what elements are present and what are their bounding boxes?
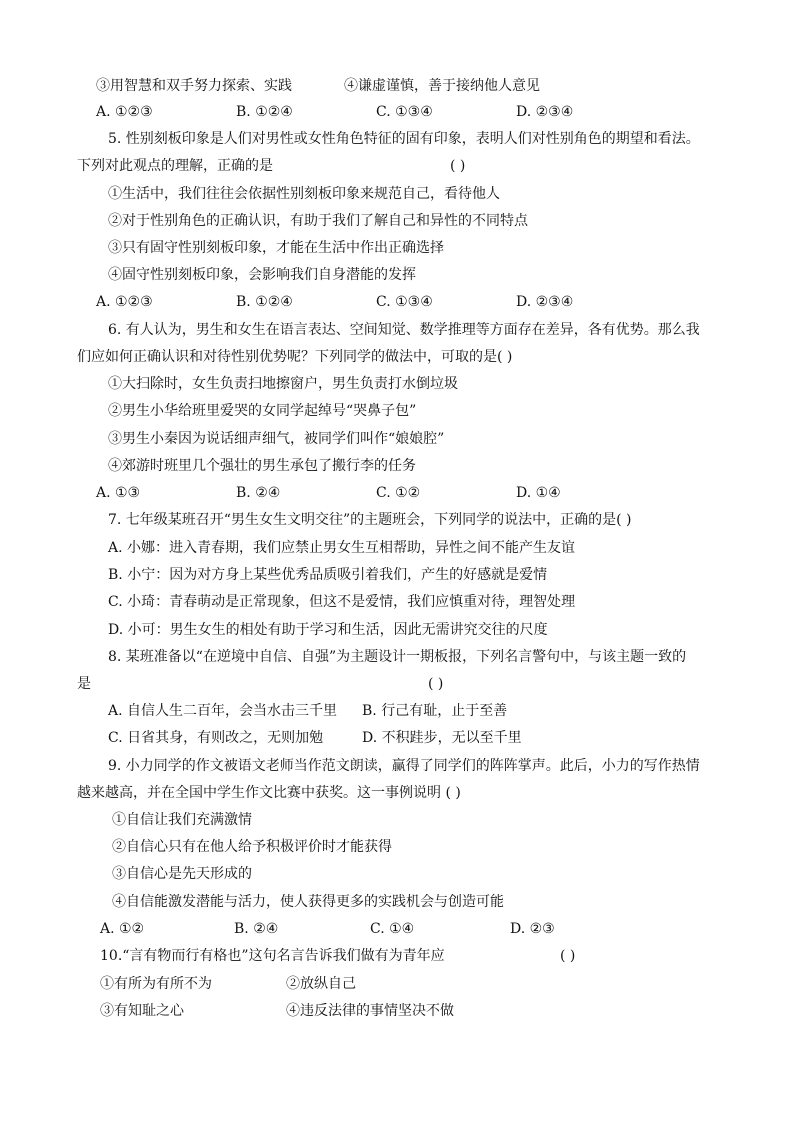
q8-option-d: D. 不积跬步，无以至千里 (362, 730, 522, 746)
q9-item-2: ②自信心只有在他人给予积极评价时才能获得 (112, 839, 392, 855)
q9-stem-line2: 越来越高，并在全国中学生作文比赛中获奖。这一事例说明 ( ) (77, 785, 461, 801)
q8-answer-paren: ( ) (428, 676, 444, 692)
q10-item-3: ③有知耻之心 (100, 1003, 184, 1019)
q4-option-a: A. ①②③ (96, 104, 153, 120)
q5-option-a: A. ①②③ (96, 294, 153, 310)
q6-item-1: ①大扫除时，女生负责扫地擦窗户，男生负责打水倒垃圾 (108, 376, 458, 392)
q4-option-d: D. ②③④ (516, 104, 574, 120)
q5-option-c: C. ①③④ (376, 294, 433, 310)
q6-option-d: D. ①④ (516, 485, 561, 501)
q6-option-c: C. ①② (376, 485, 421, 501)
q9-option-c: C. ①④ (370, 921, 415, 937)
q8-option-c: C. 日省其身，有则改之，无则加勉 (108, 730, 324, 746)
q6-option-a: A. ①③ (96, 485, 141, 501)
q7-option-b: B. 小宁：因为对方身上某些优秀品质吸引着我们，产生的好感就是爱情 (108, 567, 548, 583)
q4-item-3: ③用智慧和双手努力探索、实践 (96, 78, 292, 94)
q5-answer-paren: ( ) (450, 158, 466, 174)
q7-stem: 7. 七年级某班召开“男生女生文明交往”的主题班会，下列同学的说法中，正确的是( ) (108, 512, 632, 528)
q9-item-3: ③自信心是先天形成的 (112, 866, 252, 882)
q10-item-1: ①有所为有所不为 (100, 976, 212, 992)
q10-item-2: ②放纵自己 (286, 976, 356, 992)
q8-stem-line2: 是 (77, 676, 91, 692)
q9-stem-line1: 9. 小力同学的作文被语文老师当作范文朗读，赢得了同学们的阵阵掌声。此后，小力的写作热情 (108, 758, 700, 774)
q7-option-d: D. 小可：男生女生的相处有助于学习和生活，因此无需讲究交往的尺度 (108, 622, 548, 638)
q7-option-c: C. 小琦：青春萌动是正常现象，但这不是爱情，我们应慎重对待，理智处理 (108, 594, 576, 610)
q4-option-c: C. ①③④ (376, 104, 433, 120)
q6-stem-line2: 们应如何正确认识和对待性别优势呢？下列同学的做法中，可取的是( ) (77, 349, 513, 365)
q10-answer-paren: ( ) (560, 948, 576, 964)
q4-item-4: ④谦虚谨慎，善于接纳他人意见 (344, 78, 540, 94)
q5-stem-line2: 下列对此观点的理解，正确的是 (77, 158, 273, 174)
q8-stem-line1: 8. 某班准备以“在逆境中自信、自强”为主题设计一期板报，下列名言警句中，与该主题一致的 (108, 649, 687, 665)
q9-option-d: D. ②③ (510, 921, 555, 937)
q5-item-4: ④固守性别刻板印象，会影响我们自身潜能的发挥 (108, 267, 416, 283)
q6-item-4: ④郊游时班里几个强壮的男生承包了搬行李的任务 (108, 458, 416, 474)
q9-item-4: ④自信能激发潜能与活力，使人获得更多的实践机会与创造可能 (112, 894, 504, 910)
q5-item-1: ①生活中，我们往往会依据性别刻板印象来规范自己，看待他人 (108, 186, 500, 202)
q4-option-b: B. ①②④ (236, 104, 293, 120)
q6-stem-line1: 6. 有人认为，男生和女生在语言表达、空间知觉、数学推理等方面存在差异，各有优势。那么我 (108, 322, 700, 338)
q5-option-d: D. ②③④ (516, 294, 574, 310)
q8-option-a: A. 自信人生二百年，会当水击三千里 (108, 703, 338, 719)
q10-stem: 10.“言有物而行有格也”这句名言告诉我们做有为青年应 (100, 948, 445, 964)
q8-option-b: B. 行己有耻，止于至善 (362, 703, 508, 719)
q6-item-2: ②男生小华给班里爱哭的女同学起绰号“哭鼻子包” (108, 403, 417, 419)
q9-option-b: B. ②④ (234, 921, 279, 937)
q5-stem-line1: 5. 性别刻板印象是人们对男性或女性角色特征的固有印象，表明人们对性别角色的期望和看法。 (108, 131, 700, 147)
q9-option-a: A. ①② (100, 921, 145, 937)
q10-item-4: ④违反法律的事情坚决不做 (286, 1003, 454, 1019)
q7-option-a: A. 小娜：进入青春期，我们应禁止男女生互相帮助，异性之间不能产生友谊 (108, 540, 576, 556)
q6-item-3: ③男生小秦因为说话细声细气，被同学们叫作“娘娘腔” (108, 431, 445, 447)
q9-item-1: ①自信让我们充满激情 (112, 812, 252, 828)
q6-option-b: B. ②④ (236, 485, 281, 501)
q5-option-b: B. ①②④ (236, 294, 293, 310)
q5-item-2: ②对于性别角色的正确认识，有助于我们了解自己和异性的不同特点 (108, 213, 528, 229)
q5-item-3: ③只有固守性别刻板印象，才能在生活中作出正确选择 (108, 240, 444, 256)
